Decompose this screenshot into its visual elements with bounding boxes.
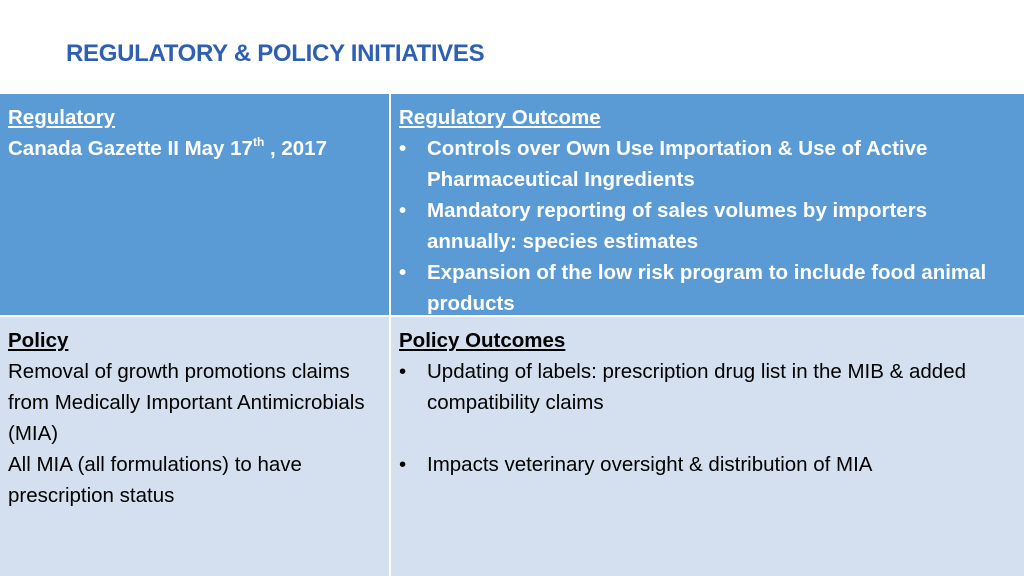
policy-outcomes-heading: Policy Outcomes <box>399 329 566 352</box>
regulatory-cell <box>0 94 391 317</box>
policy-line: Removal of growth promotions claims from Medically Important Antimicrobials (MIA) <box>8 360 365 445</box>
bullet-icon: • <box>399 137 407 160</box>
bullet-icon: • <box>399 360 407 383</box>
regulatory-outcome-list <box>399 133 1016 319</box>
list-item: • Controls over Own Use Importation & Use of Active Pharmaceutical Ingredients <box>399 133 1016 195</box>
list-spacer <box>399 418 1016 449</box>
bullet-icon: • <box>399 199 407 222</box>
bullet-icon: • <box>399 261 407 284</box>
policy-heading: Policy <box>8 329 69 352</box>
gazette-suffix: , 2017 <box>264 137 327 160</box>
slide-title: REGULATORY & POLICY INITIATIVES <box>66 40 485 67</box>
regulatory-heading: Regulatory <box>8 106 116 129</box>
gazette-prefix: Canada Gazette II May 17 <box>8 137 253 160</box>
list-item: • Updating of labels: prescription drug list in the MIB & added compatibility claims <box>399 356 1016 418</box>
list-item: • Mandatory reporting of sales volumes by importers annually: species estimates <box>399 195 1016 257</box>
gazette-ordinal: th <box>252 135 265 149</box>
regulatory-outcome-heading: Regulatory Outcome <box>399 106 601 129</box>
bullet-icon: • <box>399 453 407 476</box>
gazette-reference <box>8 133 381 164</box>
initiatives-table <box>0 94 1024 576</box>
policy-outcomes-cell <box>391 317 1024 576</box>
regulatory-outcome-cell <box>391 94 1024 317</box>
list-item: • Expansion of the low risk program to include food animal products <box>399 257 1016 319</box>
policy-line: All MIA (all formulations) to have prescription status <box>8 453 302 507</box>
list-item: • Impacts veterinary oversight & distribution of MIA <box>399 449 1016 480</box>
policy-outcomes-list <box>399 356 1016 480</box>
policy-cell <box>0 317 391 576</box>
